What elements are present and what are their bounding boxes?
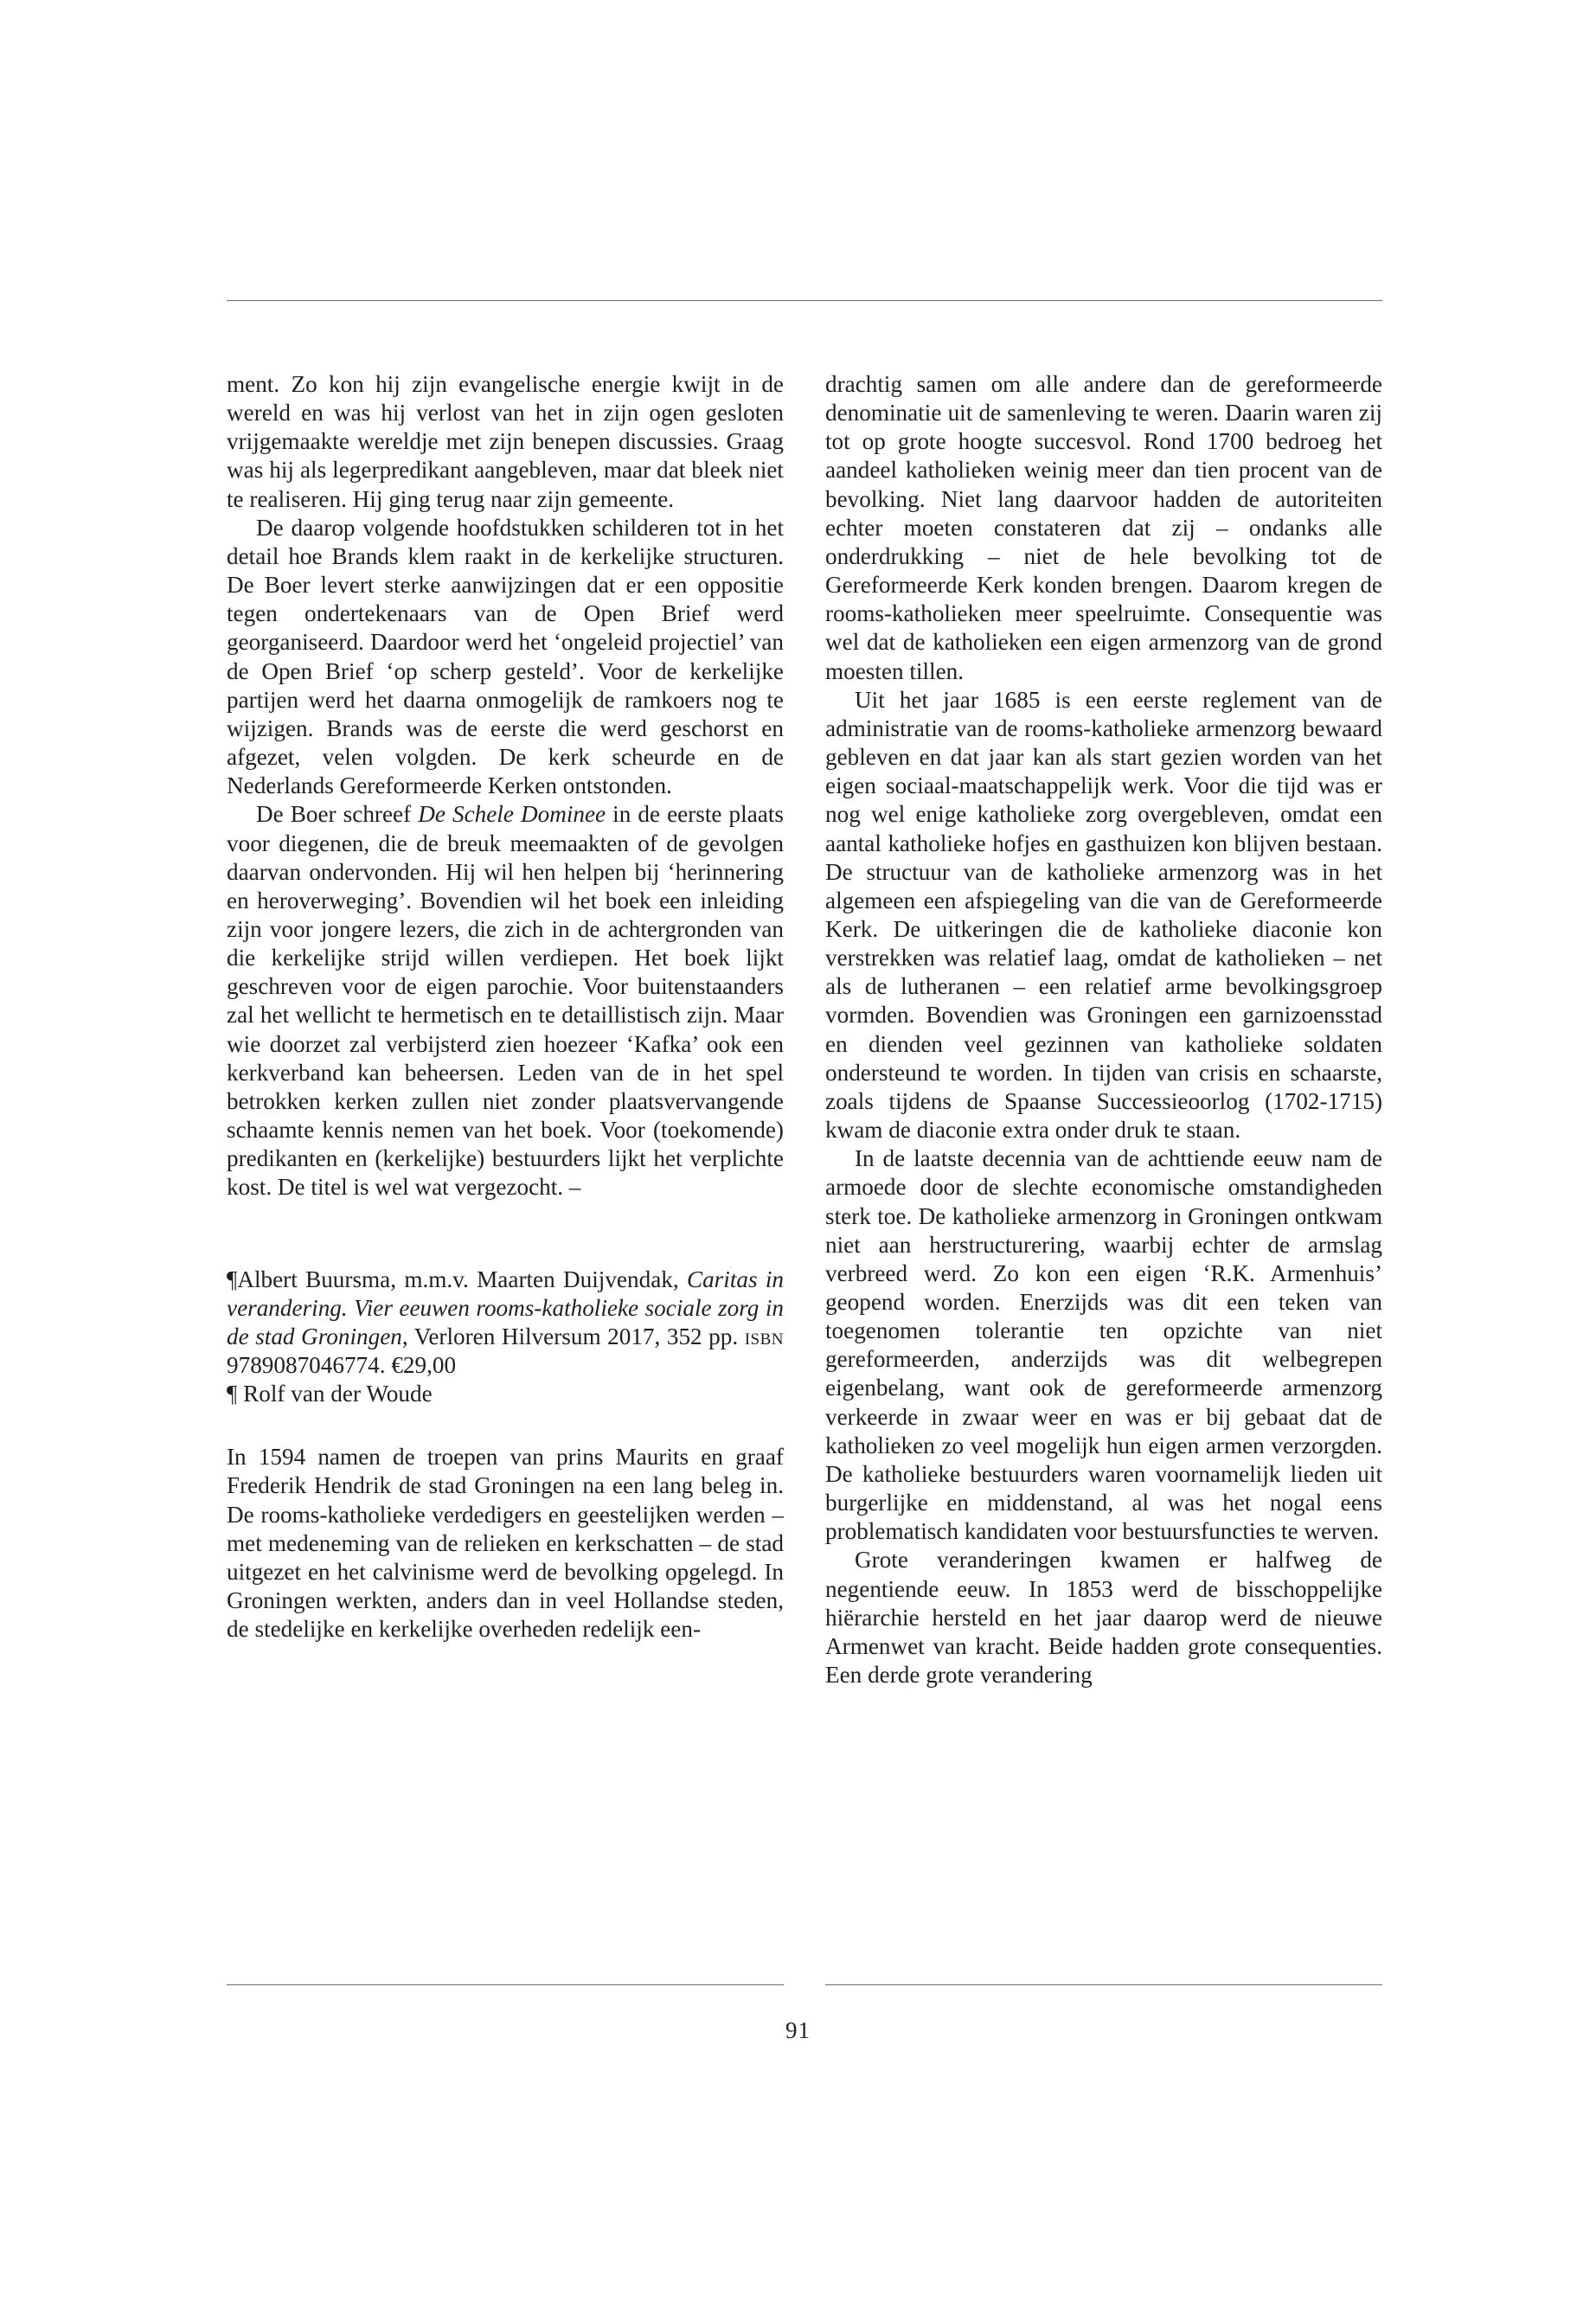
paragraph-left-3 — [227, 800, 784, 1202]
header-rule — [227, 300, 1382, 301]
paragraph-right-3: In de laatste decennia van de achttiende eeuw nam de armoede door de slechte economische omstandigheden sterk toe. De katholieke armenzorg in Groningen ontkwam niet aan herstructurering, waarbij echter de armslag verbreed werd. Zo kon een eigen ‘R.K. Armenhuis’ geopend worden. Enerzijds was dit een teken van toegenomen tolerantie ten opzichte van niet gereformeerden, anderzijds was dit welbegrepen eigenbelang, want ook de gereformeerde armenzorg verkeerde in zwaar weer en was er bij gebaat dat de katholieken zo veel mogelijk hun eigen armen verzorgden. De katholieke bestuurders waren voornamelijk lieden uit burgerlijke en middenstand, al was het nogal eens problematisch kandidaten voor bestuursfuncties te werven. — [825, 1145, 1382, 1545]
review-publication: , Verloren Hilversum 2017, 352 pp. — [401, 1323, 745, 1349]
paragraph-left-2: De daarop volgende hoofdstukken schilderen tot in het detail hoe Brands klem raakt in de kerkelijke structuren. De Boer levert sterke aanwijzingen dat er een oppositie tegen ondertekenaars van de Open Brief werd georganiseerd. Daardoor werd het ‘ongeleid projectiel’ van de Open Brief ‘op scherp gesteld’. Voor de kerkelijke partijen werd het daarna onmogelijk de ramkoers nog te wijzigen. Brands was de eerste die werd geschorst en afgezet, velen volgden. De kerk scheurde en de Nederlands Gereformeerde Kerken ontstonden. — [227, 514, 784, 799]
review-book-title: Caritas in verandering. Vier eeuwen rooms-katholieke sociale zorg in de stad Groningen — [227, 1266, 784, 1349]
review-authors: ¶Albert Buursma, m.m.v. Maarten Duijvendak, — [227, 1266, 687, 1292]
footer-rule-right — [825, 1984, 1382, 1985]
text-run: in de eerste plaats voor diegenen, die de breuk meemaakten of de gevolgen daarvan ondervonden. Hij wil hen helpen bij ‘herinnering en heroverweging’. Bovendien wil het boek een inleiding zijn voor jongere lezers, die zich in de achtergronden van die kerkelijke strijd willen verdiepen. Het boek lijkt geschreven voor de eigen parochie. Voor buitenstaanders zal het wellicht te hermetisch en te detaillistisch zijn. Maar wie doorzet zal verbijsterd zien hoezeer ‘Kafka’ ook een kerkverband kan beheersen. Leden van de in het spel betrokken kerken zullen niet zonder plaatsvervangende schaamte kennis nemen van het boek. Voor (toekomende) predikanten en (kerkelijke) bestuurders lijkt het verplichte kost. De titel is wel wat vergezocht. – — [227, 801, 784, 1201]
reviewer-name: ¶ Rolf van der Woude — [227, 1381, 433, 1407]
left-column — [227, 370, 784, 1644]
paragraph-right-2: Uit het jaar 1685 is een eerste reglement van de administratie van de rooms-katholieke armenzorg bewaard gebleven en dat jaar kan als start gezien worden van het eigen sociaal-maatschappelijk werk. Voor die tijd was er nog wel enige katholieke zorg overgebleven, omdat een aantal katholieke hofjes en gasthuizen kon blijven bestaan. De structuur van de katholieke armenzorg was in het algemeen een afspiegeling van die van de Gereformeerde Kerk. De uitkeringen die de katholieke diaconie kon verstrekken was relatief laag, omdat de katholieken – net als de lutheranen – een relatief arme bevolkingsgroep vormden. Bovendien was Groningen een garnizoensstad en dienden veel gezinnen van katholieke soldaten ondersteund te worden. In tijden van crisis en schaarste, zoals tijdens de Spaanse Successieoorlog (1702-1715) kwam de diaconie extra onder druk te staan. — [825, 686, 1382, 1144]
paragraph-left-1: ment. Zo kon hij zijn evangelische energie kwijt in de wereld en was hij verlost van het in zijn ogen gesloten vrijgemaakte wereldje met zijn benepen discussies. Graag was hij als legerpredikant aangebleven, maar dat bleek niet te realiseren. Hij ging terug naar zijn gemeente. — [227, 371, 784, 512]
text-run: De Boer schreef — [256, 801, 419, 828]
paragraph-right-4: Grote veranderingen kwamen er halfweg de negentiende eeuw. In 1853 werd de bisschoppelijke hiërarchie hersteld en het jaar daarop werd de nieuwe Armenwet van kracht. Beide hadden grote consequenties. Een derde grote verandering — [825, 1547, 1382, 1689]
review-isbn-price: 9789087046774. €29,00 — [227, 1352, 457, 1378]
right-column — [825, 370, 1382, 1689]
isbn-label: isbn — [744, 1323, 785, 1349]
book-title-italic: De Schele Dominee — [418, 801, 606, 828]
footer-rule-left — [227, 1984, 784, 1985]
review-header — [227, 1266, 784, 1381]
page-number: 91 — [785, 2017, 811, 2043]
paragraph-right-1: drachtig samen om alle andere dan de gereformeerde denominatie uit de samenleving te weren. Daarin waren zij tot op grote hoogte succesvol. Rond 1700 bedroeg het aandeel katholieken weinig meer dan tien procent van de bevolking. Niet lang daarvoor hadden de autoriteiten echter moeten constateren dat zij – ondanks alle onderdrukking – niet de hele bevolking tot de Gereformeerde Kerk konden brengen. Daarom kregen de rooms-katholieken meer speelruimte. Consequentie was wel dat de katholieken een eigen armenzorg van de grond moesten tillen. — [825, 371, 1382, 684]
paragraph-left-4: In 1594 namen de troepen van prins Maurits en graaf Frederik Hendrik de stad Groningen na een lang beleg in. De rooms-katholieke verdedigers en geestelijken werden – met medeneming van de relieken en kerkschatten – de stad uitgezet en het calvinisme werd de bevolking opgelegd. In Groningen werkten, anders dan in veel Hollandse steden, de stedelijke en kerkelijke overheden redelijk een- — [227, 1444, 784, 1643]
